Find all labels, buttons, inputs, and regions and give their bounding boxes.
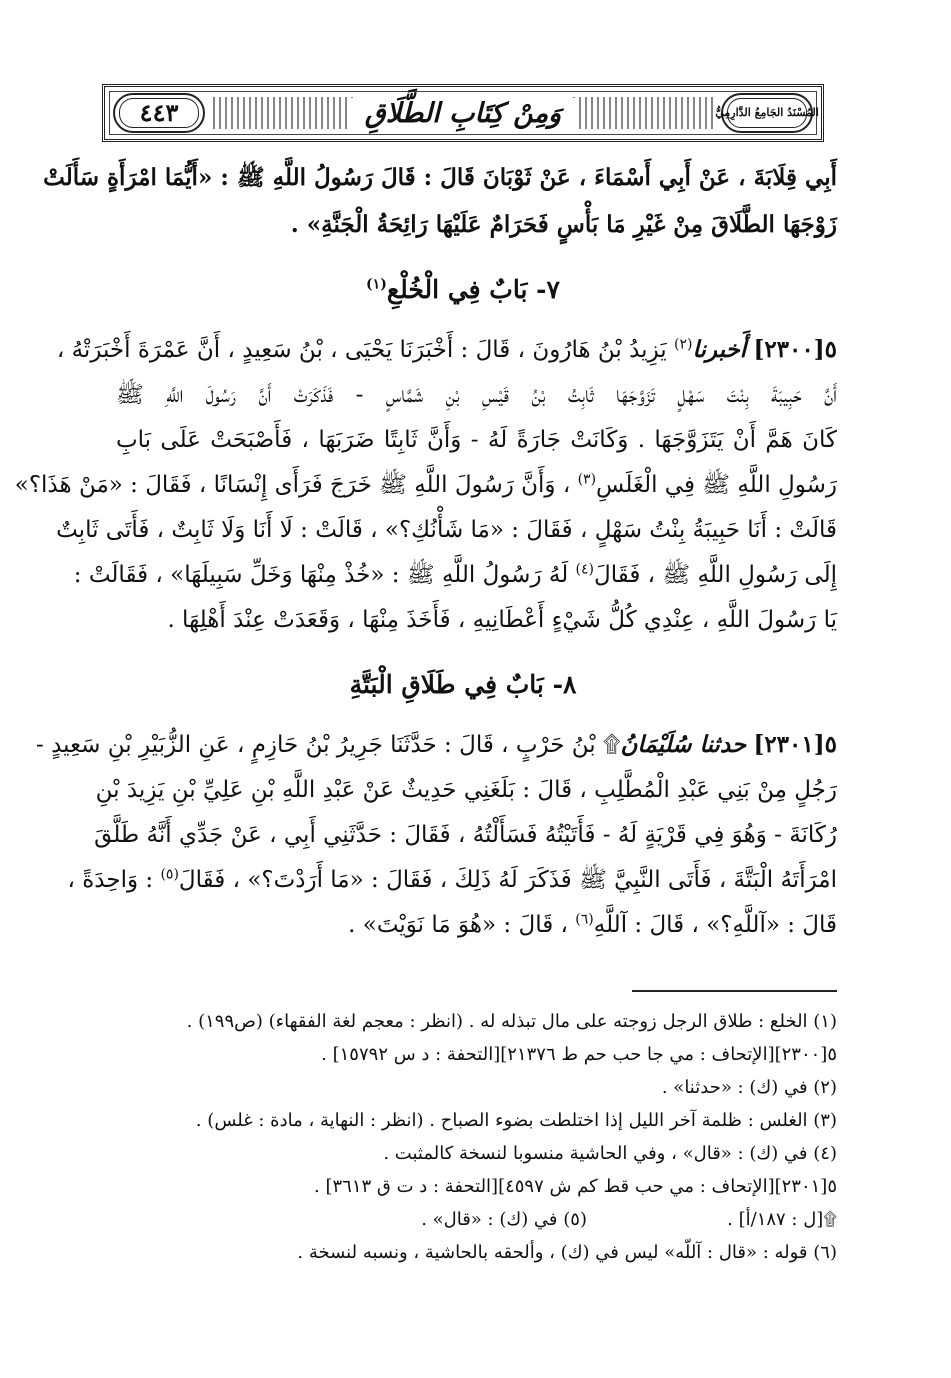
footnote: ٥[٢٣٠٠][الإتحاف : مي جا حب حم ط ٢١٣٧٦][التحفة : د س ١٥٧٩٢] .	[321, 1044, 837, 1065]
hadith-2300-line-5: قَالَتْ : أَنَا حَبِيبَةُ بِنْتُ سَهْلٍ ، فَقَالَ : «مَا شَأْنُكِ؟» ، قَالَتْ : لَا أَنَا وَلَا ثَابِتٌ ، فَأَتَى ثَابِتٌ	[56, 517, 837, 543]
section-heading-batta: ٨- بَابٌ فِي طَلَاقِ الْبَتَّةِ	[349, 670, 577, 699]
footnote-ref: (١)	[366, 276, 387, 293]
narration-verb: حدثنا سُلَيْمَانُ	[620, 731, 747, 758]
narration-verb: أَخبرنا	[692, 336, 747, 363]
footnote: ٥[٢٣٠١][الإتحاف : مي حب قط كم ش ٤٥٩٧][التحفة : د ت ق ٣٦١٣] .	[314, 1176, 837, 1197]
footnote-ref: (٥)	[160, 866, 179, 883]
footnote: ۩[ل : ١٨٧/أ] .	[727, 1209, 837, 1230]
footnote: (٥) في (ك) : «قال» .	[421, 1209, 587, 1230]
page-number-medallion	[113, 93, 205, 133]
hadith-2300-line-2: أَنَّ حَبِيبَةَ بِنْتَ سَهْلٍ تَزَوَّجَهَا ثَابِتُ بْنُ قَيْسِ بْنِ شَمَّاسٍ - فَذَكَرَتْ أَنَّ رَسُولَ اللَّهِ ﷺ	[116, 382, 837, 408]
hadith-2300-line-4: رَسُولِ اللَّهِ ﷺ فِي الْغَلَسِ$^{(٣)}$ ، وَأَنَّ رَسُولَ اللَّهِ ﷺ خَرَجَ فَرَأَى إِنْسَانًا ، فَقَالَ : «مَنْ هَذَا؟»	[14, 471, 837, 498]
hadith-2300-line-6: إِلَى رَسُولِ اللَّهِ ﷺ ، فَقَالَ$^{(٤)}$ لَهُ رَسُولُ اللَّهِ ﷺ : «خُذْ مِنْهَا وَخَلِّ سَبِيلَهَا» ، فَقَالَتْ :	[73, 561, 837, 588]
text-line: أَبِي قِلَابَةَ ، عَنْ أَبِي أَسْمَاءَ ، عَنْ ثَوْبَانَ قَالَ : قَالَ رَسُولُ اللَّهِ ﷺ : «أَيُّمَا امْرَأَةٍ سَأَلَتْ	[43, 164, 837, 191]
footnote-ref: (٢)	[674, 336, 693, 353]
footnote: (٤) في (ك) : «قال» ، وفي الحاشية منسوبا لنسخة كالمثبت .	[383, 1143, 837, 1164]
footnote: (٢) في (ك) : «حدثنا» .	[661, 1077, 837, 1098]
page-number: ٤٤٣	[139, 98, 179, 127]
hadith-2301-line-3: رُكَانَةَ - وَهُوَ فِي قَرْيَةٍ لَهُ - فَأَتَيْتُهُ فَسَأَلْتُهُ ، فَقَالَ : حَدَّثَنِي أَبِي ، عَنْ جَدِّي أَنَّهُ طَلَّقَ	[94, 822, 837, 848]
footnote-ref: (٣)	[577, 471, 597, 488]
manuscript-marker: ۩	[602, 732, 621, 758]
hadith-2300-line-1: ٥[٢٣٠٠] أَخبرنا$^{(٢)}$ يَزِيدُ بْنُ هَارُونَ ، قَالَ : أَخْبَرَنَا يَحْيَى ، بْنُ سَعِيدٍ ، أَنَّ عَمْرَةَ أَخْبَرَتْهُ ،	[56, 336, 837, 363]
hadith-2301-line-1: ٥[٢٣٠١] حدثنا سُلَيْمَانُ۩ بْنُ حَرْبٍ ، قَالَ : حَدَّثَنَا جَرِيرُ بْنُ حَازِمٍ ، عَنِ الزُّبَيْرِ بْنِ سَعِيدٍ -	[35, 731, 837, 758]
book-seal-medallion	[715, 93, 819, 133]
hadith-2301-line-5: قَالَ : «آللَّهِ؟» ، قَالَ : آللَّهِ$^{(٦)}$ ، قَالَ : «هُوَ مَا نَوَيْتَ» .	[348, 911, 837, 938]
section-heading-khul: ٧- بَابٌ فِي الْخُلْعِ$^{(١)}$	[366, 275, 560, 304]
footnote-separator	[632, 990, 837, 992]
hadith-2300-line-7: يَا رَسُولَ اللَّهِ ، عِنْدِي كُلُّ شَيْءٍ أَعْطَانِيهِ ، فَأَخَذَ مِنْهَا ، وَقَعَدَتْ عِنْدَ أَهْلِهَا .	[167, 607, 837, 633]
hadith-2301-line-4: امْرَأَتَهُ الْبَتَّةَ ، فَأَتَى النَّبِيَّ ﷺ فَذَكَرَ لَهُ ذَلِكَ ، فَقَالَ : «مَا أَرَدْتَ؟» ، فَقَالَ$^{(٥)}$ : وَاحِدَةً ،	[67, 866, 837, 893]
hadith-2300-line-3: كَانَ هَمَّ أَنْ يَتَزَوَّجَهَا . وَكَانَتْ جَارَةً لَهُ - وَأَنَّ ثَابِتًا ضَرَبَهَا ، فَأَصْبَحَتْ عَلَى بَابِ	[116, 427, 837, 453]
footnote-ref: (٦)	[575, 911, 594, 928]
text-line: زَوْجَهَا الطَّلَاقَ مِنْ غَيْرِ مَا بَأْسٍ فَحَرَامٌ عَلَيْهَا رَائِحَةُ الْجَنَّةِ» .	[290, 211, 837, 238]
hadith-number: ٥[٢٣٠٠]	[753, 336, 837, 363]
hadith-number: ٥[٢٣٠١]	[753, 731, 837, 758]
running-header	[102, 84, 824, 142]
header-title: وَمِنْ كِتَابِ الطَّلَاقِ	[105, 95, 821, 133]
footnote: (١) الخلع : طلاق الرجل زوجته على مال تبذله له . (انظر : معجم لغة الفقهاء) (ص١٩٩) .	[186, 1011, 837, 1032]
footnote-ref: (٤)	[575, 561, 594, 578]
footnote: (٣) الغلس : ظلمة آخر الليل إذا اختلطت بضوء الصباح . (انظر : النهاية ، مادة : غلس) .	[195, 1110, 837, 1131]
book-seal-text: المُسْنَدُ الجَامِعُ الدَّارِمِيُّ	[715, 106, 819, 119]
footnote-split-row	[116, 1206, 837, 1234]
footnote: (٦) قوله : «قال : آللّه» ليس في (ك) ، وألحقه بالحاشية ، ونسبه لنسخة .	[297, 1242, 837, 1263]
hadith-2301-line-2: رَجُلٍ مِنْ بَنِي عَبْدِ الْمُطَّلِبِ ، قَالَ : بَلَغَنِي حَدِيثٌ عَنْ عَبْدِ اللَّهِ بْنِ عَلِيِّ بْنِ يَزِيدَ بْنِ	[95, 777, 837, 803]
